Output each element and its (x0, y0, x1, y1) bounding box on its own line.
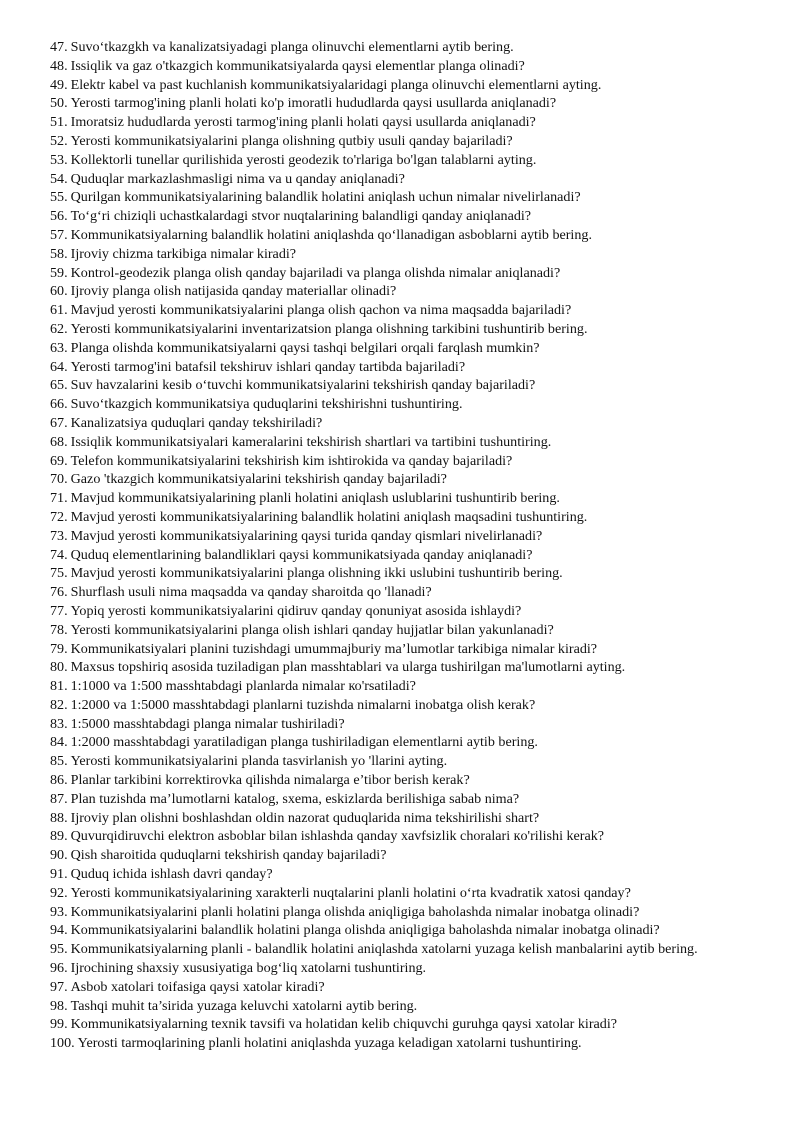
question-item (50, 658, 743, 677)
question-number: 72. (50, 508, 68, 525)
question-item (50, 38, 743, 57)
question-text: Quduqlar markazlashmasligi nima va u qanday aniqlanadi? (70, 170, 405, 187)
question-number: 70. (50, 471, 68, 488)
question-text: Ijroviy plan olishni boshlashdan oldin nazorat quduqlarida nima tekshirilishi shart? (70, 809, 540, 826)
question-item (50, 433, 743, 452)
question-number: 77. (50, 602, 68, 619)
question-number: 73. (50, 527, 68, 544)
question-item (50, 752, 743, 771)
question-item (50, 640, 743, 659)
question-text: Imoratsiz hududlarda yerosti tarmog'ining planli holati qaysi usullarda aniqlanadi? (70, 114, 536, 131)
question-text: Quduq elementlarining balandliklari qaysi kommunikatsiyada qanday aniqlanadi? (70, 546, 533, 563)
question-item (50, 884, 743, 903)
question-item (50, 602, 743, 621)
question-text: Asbob xatolari toifasiga qaysi xatolar kiradi? (70, 978, 325, 995)
question-number: 64. (50, 358, 68, 375)
question-number: 90. (50, 847, 68, 864)
question-item (50, 809, 743, 828)
question-item (50, 940, 743, 959)
question-item (50, 771, 743, 790)
question-item (50, 226, 743, 245)
question-number: 83. (50, 715, 68, 732)
question-text: Yerosti tarmog'ini batafsil tekshiruv ishlari qanday tartibda bajariladi? (70, 358, 466, 375)
question-text: Suvo‘tkazgich kommunikatsiya quduqlarini tekshirishni tushuntiring. (70, 396, 463, 413)
question-number: 99. (50, 1016, 68, 1033)
question-item (50, 376, 743, 395)
question-item (50, 452, 743, 471)
question-text: Issiqlik va gaz o'tkazgich kommunikatsiyalarda qaysi elementlar planga olinadi? (70, 57, 525, 74)
question-text: Yerosti tarmog'ining planli holati ko'p imoratli hududlarda qaysi usullarda aniqlanadi? (70, 95, 557, 112)
question-item (50, 696, 743, 715)
question-item (50, 320, 743, 339)
question-item (50, 57, 743, 76)
question-item (50, 1015, 743, 1034)
question-item (50, 846, 743, 865)
question-number: 60. (50, 283, 68, 300)
question-number: 97. (50, 978, 68, 995)
question-item (50, 151, 743, 170)
question-number: 75. (50, 565, 68, 582)
question-item (50, 865, 743, 884)
question-text: Mavjud kommunikatsiyalarining planli holatini aniqlash uslublarini tushuntirib bering. (70, 490, 560, 507)
question-number: 78. (50, 621, 68, 638)
question-number: 47. (50, 39, 68, 55)
question-item (50, 978, 743, 997)
question-item (50, 903, 743, 922)
question-number: 52. (50, 132, 68, 149)
question-text: To‘g‘ri chiziqli uchastkalardagi stvor nuqtalarining balandligi qanday aniqlanadi? (70, 208, 532, 225)
question-text: Mavjud yerosti kommunikatsiyalarini planga olish qachon va nima maqsadda bajariladi? (70, 302, 572, 319)
question-text: 1:2000 masshtabdagi yaratiladigan planga tushiriladigan elementlarni aytib bering. (70, 734, 538, 751)
question-number: 49. (50, 76, 68, 93)
question-text: Telefon kommunikatsiyalarini tekshirish kim ishtirokida va qanday bajariladi? (70, 452, 513, 469)
question-number: 71. (50, 490, 68, 507)
question-item (50, 188, 743, 207)
question-text: Yerosti kommunikatsiyalarini planga olish ishlari qanday hujjatlar bilan yakunlanadi? (70, 621, 554, 638)
question-text: Yerosti kommunikatsiyalarining xarakterli nuqtalarini planli holatini o‘rta kvadratik xatosi qanday? (70, 884, 631, 901)
question-text: Kollektorli tunellar qurilishida yerosti geodezik to'rlariga bo'lgan talablarni ayting. (70, 151, 537, 168)
question-number: 81. (50, 678, 68, 695)
question-text: 1:1000 va 1:500 masshtabdagi planlarda nimalar ко'rsatiladi? (70, 678, 416, 695)
question-number: 63. (50, 339, 68, 356)
question-text: Mavjud yerosti kommunikatsiyalarini planga olishning ikki uslubini tushuntirib bering. (70, 565, 563, 582)
question-number: 94. (50, 922, 68, 939)
question-item (50, 677, 743, 696)
question-number: 82. (50, 696, 68, 713)
question-list (50, 38, 743, 1053)
question-item (50, 827, 743, 846)
question-text: Suvo‘tkazgkh va kanalizatsiyadagi planga olinuvchi elementlarni aytib bering. (70, 39, 514, 55)
question-number: 50. (50, 95, 68, 112)
question-item (50, 245, 743, 264)
question-item (50, 339, 743, 358)
question-item (50, 1034, 743, 1053)
question-number: 54. (50, 170, 68, 187)
question-number: 92. (50, 884, 68, 901)
question-item (50, 508, 743, 527)
question-text: Elektr kabel va past kuchlanish kommunikatsiyalaridagi planga olinuvchi elementlarni ayting. (70, 76, 602, 93)
question-item (50, 170, 743, 189)
question-text: Qish sharoitida quduqlarni tekshirish qanday bajariladi? (70, 847, 387, 864)
question-number: 58. (50, 245, 68, 262)
question-text: Kommunikatsiyalari planini tuzishdagi umummajburiy ma’lumotlar tarkibiga nimalar kiradi? (70, 640, 598, 657)
question-number: 57. (50, 226, 68, 243)
question-number: 98. (50, 997, 68, 1014)
question-item (50, 959, 743, 978)
question-item (50, 132, 743, 151)
question-item (50, 76, 743, 95)
question-number: 62. (50, 320, 68, 337)
question-text: Ijrochining shaxsiy xususiyatiga bog‘liq xatolarni tushuntiring. (70, 960, 427, 977)
question-item (50, 546, 743, 565)
question-number: 91. (50, 866, 68, 883)
question-number: 80. (50, 659, 68, 676)
question-item (50, 207, 743, 226)
question-text: Suv havzalarini kesib o‘tuvchi kommunikatsiyalarini tekshirish qanday bajariladi? (70, 377, 536, 394)
question-item (50, 621, 743, 640)
question-text: Yerosti kommunikatsiyalarini planda tasvirlanish yo 'llarini ayting. (70, 753, 448, 770)
question-text: Quvurqidiruvchi elektron asboblar bilan ishlashda qanday xavfsizlik choralari кo'rilishi kerak? (70, 828, 605, 845)
question-number: 74. (50, 546, 68, 563)
question-text: Yerosti tarmoqlarining planli holatini aniqlashda yuzaga keladigan xatolarni tushuntiring. (77, 1035, 582, 1052)
question-item (50, 997, 743, 1016)
question-item (50, 94, 743, 113)
question-number: 69. (50, 452, 68, 469)
question-text: Kommunikatsiyalarning balandlik holatini aniqlashda qo‘llanadigan asboblarni aytib bering. (70, 226, 592, 243)
question-item (50, 282, 743, 301)
question-number: 61. (50, 302, 68, 319)
question-text: Yerosti kommunikatsiyalarini planga olishning qutbiy usuli qanday bajariladi? (70, 132, 513, 149)
question-text: Kommunikatsiyalarning texnik tavsifi va holatidan kelib chiquvchi guruhga qaysi xatolar kiradi? (70, 1016, 618, 1033)
question-item (50, 470, 743, 489)
question-number: 68. (50, 433, 68, 450)
question-number: 66. (50, 396, 68, 413)
question-item (50, 395, 743, 414)
question-item (50, 921, 743, 940)
question-number: 76. (50, 584, 68, 601)
question-number: 67. (50, 414, 68, 431)
question-text: Maxsus topshiriq asosida tuziladigan plan masshtablari va ularga tushirilgan ma'lumotlarni ayting. (70, 659, 626, 676)
question-item (50, 414, 743, 433)
question-item (50, 527, 743, 546)
question-text: Kommunikatsiyalarning planli - balandlik holatini aniqlashda xatolarni yuzaga kelish manbalarini aytib bering. (70, 941, 698, 958)
question-number: 55. (50, 189, 68, 206)
question-number: 59. (50, 264, 68, 281)
question-number: 88. (50, 809, 68, 826)
question-text: Tashqi muhit ta’sirida yuzaga keluvchi xatolarni aytib bering. (70, 997, 418, 1014)
question-text: Quduq ichida ishlash davri qanday? (70, 866, 273, 883)
question-text: Plan tuzishda ma’lumotlarni katalog, sxema, eskizlarda berilishiga sabab nima? (70, 790, 520, 807)
question-item (50, 113, 743, 132)
question-item (50, 583, 743, 602)
question-text: 1:5000 masshtabdagi planga nimalar tushiriladi? (70, 715, 345, 732)
question-text: Qurilgan kommunikatsiyalarining balandlik holatini aniqlash uchun nimalar nivelirlanadi? (70, 189, 581, 206)
question-item (50, 358, 743, 377)
question-item (50, 264, 743, 283)
question-text: Yerosti kommunikatsiyalarini inventarizatsion planga olishning tarkibini tushuntirib bering. (70, 320, 588, 337)
question-text: Mavjud yerosti kommunikatsiyalarining qaysi turida qanday qismlari nivelirlanadi? (70, 527, 543, 544)
question-number: 53. (50, 151, 68, 168)
question-text: Planlar tarkibini korrektirovka qilishda nimalarga e’tibor berish kerak? (70, 772, 470, 789)
question-item (50, 790, 743, 809)
question-number: 87. (50, 790, 68, 807)
question-text: Gazo 'tkazgich kommunikatsiyalarini tekshirish qanday bajariladi? (70, 471, 447, 488)
question-number: 65. (50, 377, 68, 394)
question-text: Kommunikatsiyalarini balandlik holatini planga olishda aniqligiga baholashda nimalar inobatga olinadi? (70, 922, 660, 939)
question-item (50, 564, 743, 583)
question-number: 48. (50, 57, 68, 74)
question-text: Ijroviy chizma tarkibiga nimalar kiradi? (70, 245, 297, 262)
question-item (50, 301, 743, 320)
question-number: 89. (50, 828, 68, 845)
question-text: Kommunikatsiyalarini planli holatini planga olishda aniqligiga baholashda nimalar inobatga olinadi? (70, 903, 640, 920)
question-item (50, 489, 743, 508)
question-number: 84. (50, 734, 68, 751)
question-number: 51. (50, 114, 68, 131)
question-number: 86. (50, 772, 68, 789)
question-number: 95. (50, 941, 68, 958)
question-number: 79. (50, 640, 68, 657)
question-number: 56. (50, 208, 68, 225)
question-text: Shurflash usuli nima maqsadda va qanday sharoitda qo 'llanadi? (70, 584, 432, 601)
question-number: 100. (50, 1035, 75, 1052)
question-text: Issiqlik kommunikatsiyalari kameralarini tekshirish shartlari va tartibini tushuntiring. (70, 433, 552, 450)
question-text: Mavjud yerosti kommunikatsiyalarining balandlik holatini aniqlash maqsadini tushuntiring. (70, 508, 588, 525)
question-item (50, 715, 743, 734)
question-text: 1:2000 va 1:5000 masshtabdagi planlarni tuzishda nimalarni inobatga olish kerak? (70, 696, 536, 713)
question-text: Kontrol-geodezik planga olish qanday bajariladi va planga olishda nimalar aniqlanadi? (70, 264, 561, 281)
question-text: Planga olishda kommunikatsiyalarni qaysi tashqi belgilari orqali farqlash mumkin? (70, 339, 540, 356)
question-number: 93. (50, 903, 68, 920)
question-text: Kanalizatsiya quduqlari qanday tekshiriladi? (70, 414, 323, 431)
question-item (50, 733, 743, 752)
question-number: 85. (50, 753, 68, 770)
question-text: Ijroviy planga olish natijasida qanday materiallar olinadi? (70, 283, 397, 300)
question-number: 96. (50, 960, 68, 977)
question-text: Yopiq yerosti kommunikatsiyalarini qidiruv qanday qonuniyat asosida ishlaydi? (70, 602, 522, 619)
